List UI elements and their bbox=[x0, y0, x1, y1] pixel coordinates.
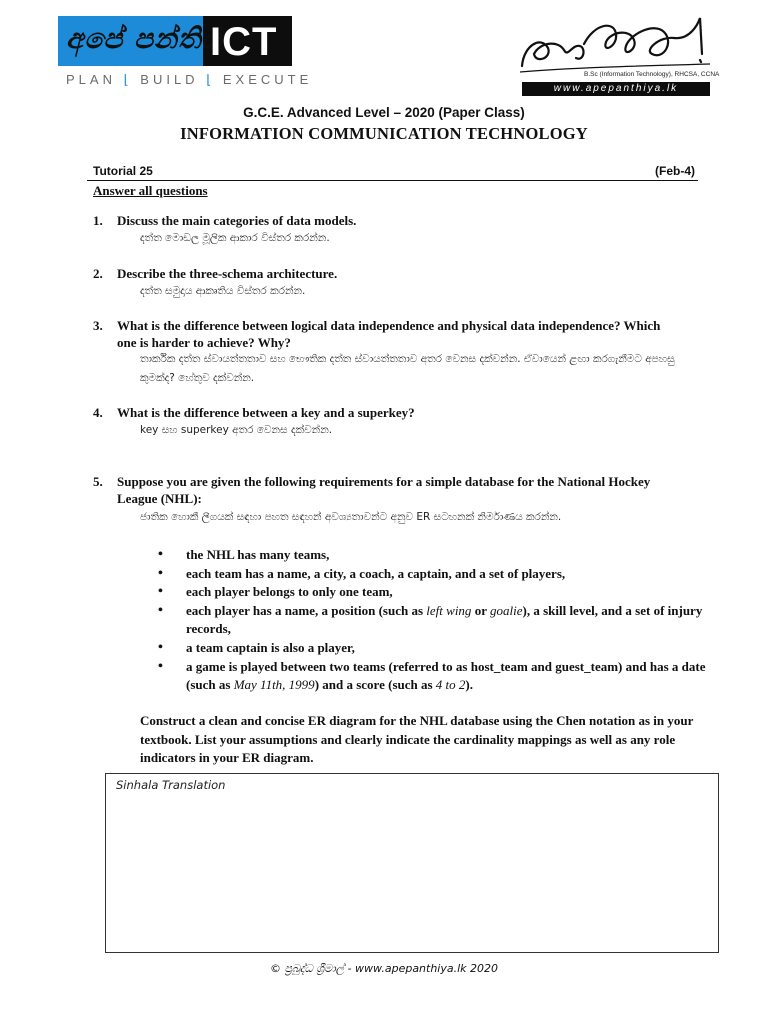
signature-credentials: B.Sc (Information Technology), RHCSA, CCNA bbox=[584, 71, 720, 78]
question-5-sinhala: ජාතික හොකී ලීගයක් සඳහා පහත සඳහන් අවශ්‍යතාවන්ට අනුව ER සටහනක් නිර්මාණය කරන්න. bbox=[140, 511, 562, 523]
question-1-sinhala: දත්ත මොඩල මූලික ආකාර විස්තර කරන්න. bbox=[140, 232, 330, 244]
footer: © ප්‍රබුද්ධ ශ්‍රීමාල් - www.apepanthiya.lk 2020 bbox=[269, 962, 499, 975]
logo-tagline: PLAN ⌊ BUILD ⌊ EXECUTE bbox=[66, 72, 313, 87]
logo-ict-text: ICT bbox=[210, 20, 278, 64]
construct-instruction: Construct a clean and concise ER diagram for the NHL database using the Chen notation as in your textbook. List your assumptions and clearly indicate the cardinality mappings as well as any role indicators in your ER diagram. bbox=[140, 713, 694, 766]
question-text: Discuss the main categories of data models. bbox=[117, 213, 357, 228]
signature-url: www.apepanthiya.lk bbox=[522, 82, 710, 96]
tutorial-label: Tutorial 25 bbox=[93, 164, 153, 178]
question-3-sinhala: තාර්කික දත්ත ස්වායත්තතාව සහ භෞතික දත්ත ස්වායත්තතාව අතර වෙනස දක්වන්න. ඒවායෙන් ළඟා කරගැනීමට අපහසු කුමක්ද? හේතුව දක්වන්න. bbox=[140, 353, 675, 384]
exam-title: G.C.E. Advanced Level – 2020 (Paper Class) bbox=[243, 105, 525, 120]
tagline-build: BUILD bbox=[140, 72, 199, 87]
author-signature bbox=[514, 14, 720, 98]
question-4-sinhala: key සහ superkey අතර වෙනස දක්වන්න. bbox=[140, 424, 333, 436]
question-text: What is the difference between logical data independence and physical data independence? Which one is harder to achieve? Why? bbox=[117, 318, 661, 350]
requirements-list bbox=[158, 546, 718, 695]
logo-script-text: අපේ පන්තිය bbox=[66, 22, 223, 55]
question-number: 5. bbox=[93, 474, 103, 489]
list-item: • each player belongs to only one team, bbox=[158, 583, 718, 602]
question-number: 2. bbox=[93, 266, 103, 281]
tagline-execute: EXECUTE bbox=[222, 72, 313, 87]
translation-box bbox=[105, 773, 719, 953]
list-item: • each team has a name, a city, a coach, a captain, and a set of players, bbox=[158, 565, 718, 584]
tutorial-row bbox=[93, 164, 695, 178]
instruction: Answer all questions bbox=[93, 183, 208, 198]
list-item: • a team captain is also a player, bbox=[158, 639, 718, 658]
question-text: What is the difference between a key and a superkey? bbox=[117, 405, 415, 420]
question-number: 3. bbox=[93, 318, 103, 333]
tutorial-date: (Feb-4) bbox=[655, 164, 695, 178]
list-item: • a game is played between two teams (referred to as host_team and guest_team) and has a date (such as May 11th, 1999) and a score (such as 4 to 2). bbox=[158, 658, 718, 695]
list-item: • each player has a name, a position (such as left wing or goalie), a skill level, and a set of injury records, bbox=[158, 602, 718, 639]
list-item: • the NHL has many teams, bbox=[158, 546, 718, 565]
question-number: 4. bbox=[93, 405, 103, 420]
tagline-plan: PLAN bbox=[66, 72, 116, 87]
question-text: Suppose you are given the following requirements for a simple database for the National Hockey League (NHL): bbox=[117, 474, 651, 506]
question-2-sinhala: දත්ත සමුදාය ආකෘතිය විස්තර කරන්න. bbox=[140, 285, 306, 297]
divider bbox=[87, 180, 698, 181]
question-text: Describe the three-schema architecture. bbox=[117, 266, 338, 281]
ict-logo bbox=[58, 16, 313, 90]
question-number: 1. bbox=[93, 213, 103, 228]
translation-box-label: Sinhala Translation bbox=[116, 778, 226, 792]
subject-title: INFORMATION COMMUNICATION TECHNOLOGY bbox=[180, 124, 588, 143]
